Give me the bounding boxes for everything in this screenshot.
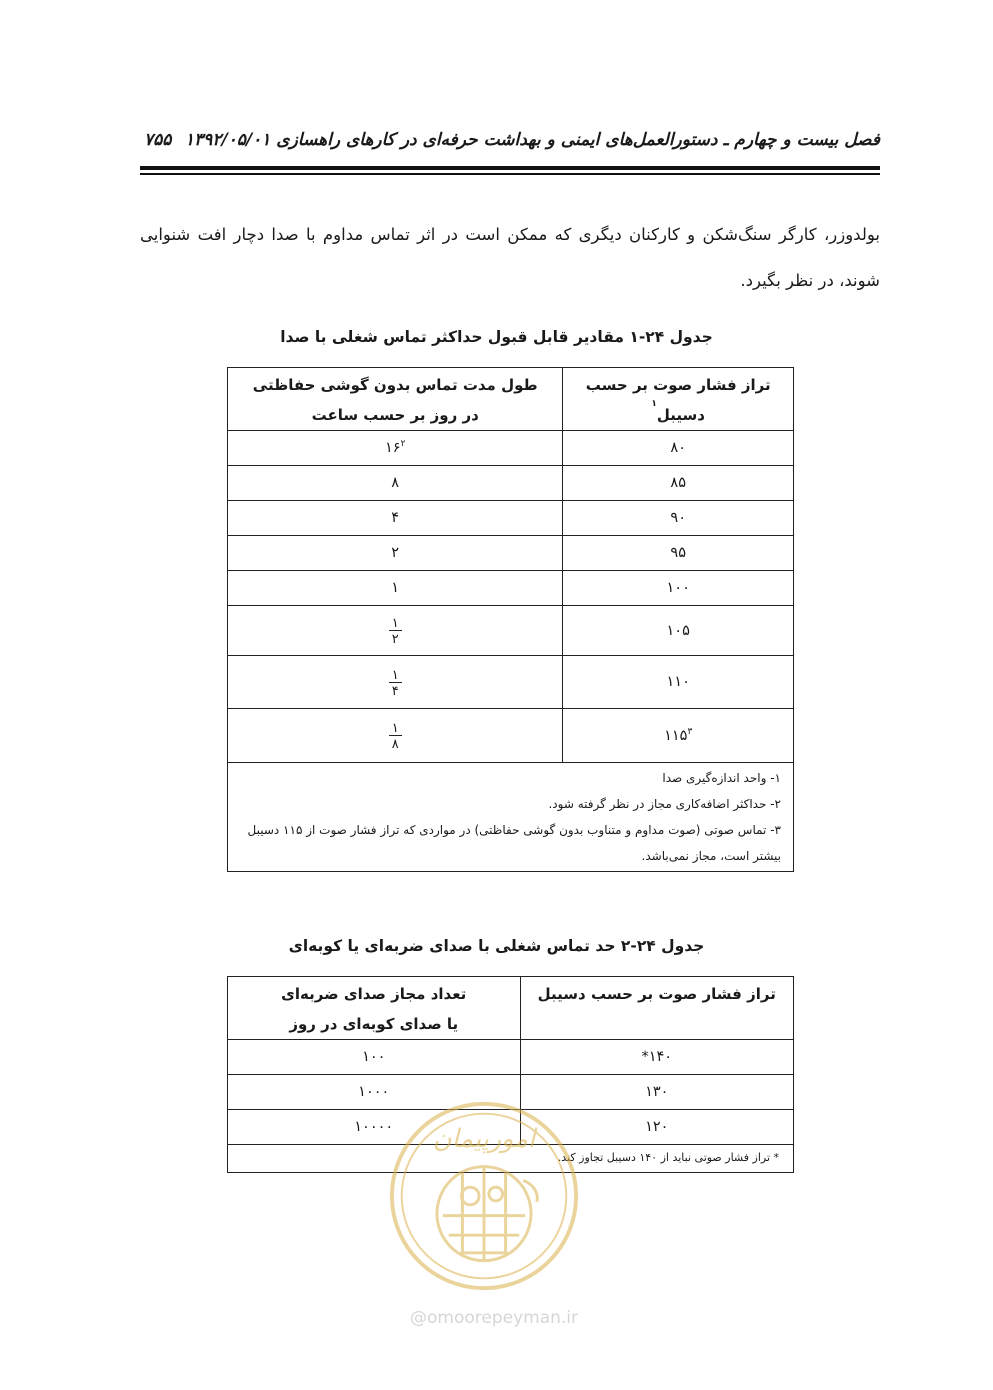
level-cell: ۱۰۵ (563, 606, 794, 656)
table1-notes-row (228, 763, 794, 872)
table1-note-1: ۱- واحد اندازه‌گیری صدا (662, 771, 781, 785)
count-cell: ۱۰۰۰ (228, 1075, 521, 1110)
table1-row (228, 466, 794, 501)
fraction: $\frac{۱}{۴}$ (389, 669, 402, 698)
table1-row (228, 709, 794, 763)
fraction: $\frac{۱}{۸}$ (389, 722, 402, 751)
table1-row (228, 606, 794, 656)
fraction: $\frac{۱}{۲}$ (389, 617, 402, 646)
footnote-marker: ۱ (651, 399, 657, 409)
table1-notes (228, 763, 794, 872)
level-cell: ۹۵ (563, 536, 794, 571)
body-paragraph: بولدوزر، کارگر سنگ‌شکن و کارکنان دیگری که ممکن است در اثر تماس مداوم با صدا دچار افت شنوایی شوند، در نظر بگیرد. (140, 225, 880, 290)
level-cell: ۱۲۰ (520, 1110, 794, 1145)
page-number: ۷۵۵ (144, 130, 172, 150)
running-header (140, 128, 880, 158)
duration-cell: ۸ (228, 466, 563, 501)
table2-footnote: * تراز فشار صوتی نباید از ۱۴۰ دسیبل تجاوز کند. (228, 1145, 794, 1173)
duration-cell (228, 709, 563, 763)
duration-cell: $۱۶^۲$ (228, 431, 563, 466)
table1-header-level: تراز فشار صوت بر حسب دسیبل$^۱$ (563, 368, 794, 431)
count-cell: ۱۰۰ (228, 1040, 521, 1075)
stamp-lettering: امورپیمان (432, 1124, 536, 1154)
table1-row (228, 501, 794, 536)
chapter-title: فصل بیست و چهارم ـ دستورالعمل‌های ایمنی و بهداشت حرفه‌ای در کارهای راهسازی ۱۳۹۲/۰۵/۰۱ (184, 130, 880, 150)
table1-row (228, 656, 794, 709)
table1-note-3: ۳- تماس صوتی (صوت مداوم و متناوب بدون گوشی حفاظتی) در مواردی که تراز فشار صوت از ۱۱۵ دسیبل بیشتر است، مجاز نمی‌باشد. (247, 823, 781, 863)
duration-cell: ۴ (228, 501, 563, 536)
table1-note-2: ۲- حداکثر اضافه‌کاری مجاز در نظر گرفته شود. (548, 797, 781, 811)
table2-header-row (228, 977, 794, 1040)
level-cell: ۸۰ (563, 431, 794, 466)
table1-header-row (228, 368, 794, 431)
table1-row (228, 571, 794, 606)
table1-caption: جدول ۲۴-۱ مقادیر قابل قبول حداکثر تماس شغلی با صدا (280, 328, 713, 346)
table1-row (228, 431, 794, 466)
count-cell: ۱۰۰۰۰ (228, 1110, 521, 1145)
table2-row (228, 1040, 794, 1075)
level-cell: ۱۱۰ (563, 656, 794, 709)
header-rule-thin (140, 173, 880, 175)
watermark-stamp (386, 1098, 582, 1294)
level-cell: ۱۳۰ (520, 1075, 794, 1110)
table2-caption: جدول ۲۴-۲ حد تماس شغلی با صدای ضربه‌ای یا کوبه‌ای (288, 937, 705, 955)
table1-row (228, 536, 794, 571)
table1 (227, 367, 794, 872)
level-cell: ۱۴۰* (520, 1040, 794, 1075)
header-rule-thick (140, 166, 880, 170)
watermark-site: @omoorepeyman.ir (409, 1308, 579, 1328)
table1-header-duration: طول مدت تماس بدون گوشی حفاظتی در روز بر حسب ساعت (228, 368, 563, 431)
duration-cell: ۱ (228, 571, 563, 606)
level-cell: $۱۱۵^۳$ (563, 709, 794, 763)
footnote-marker: ۲ (400, 439, 406, 449)
duration-cell (228, 656, 563, 709)
table2-header-count: تعداد مجاز صدای ضربه‌ای یا صدای کوبه‌ای در روز (228, 977, 521, 1040)
level-cell: ۸۵ (563, 466, 794, 501)
duration-cell (228, 606, 563, 656)
level-cell: ۹۰ (563, 501, 794, 536)
table2-header-level: تراز فشار صوت بر حسب دسیبل (520, 977, 794, 1040)
level-cell: ۱۰۰ (563, 571, 794, 606)
footnote-marker: ۳ (687, 726, 693, 737)
duration-cell: ۲ (228, 536, 563, 571)
